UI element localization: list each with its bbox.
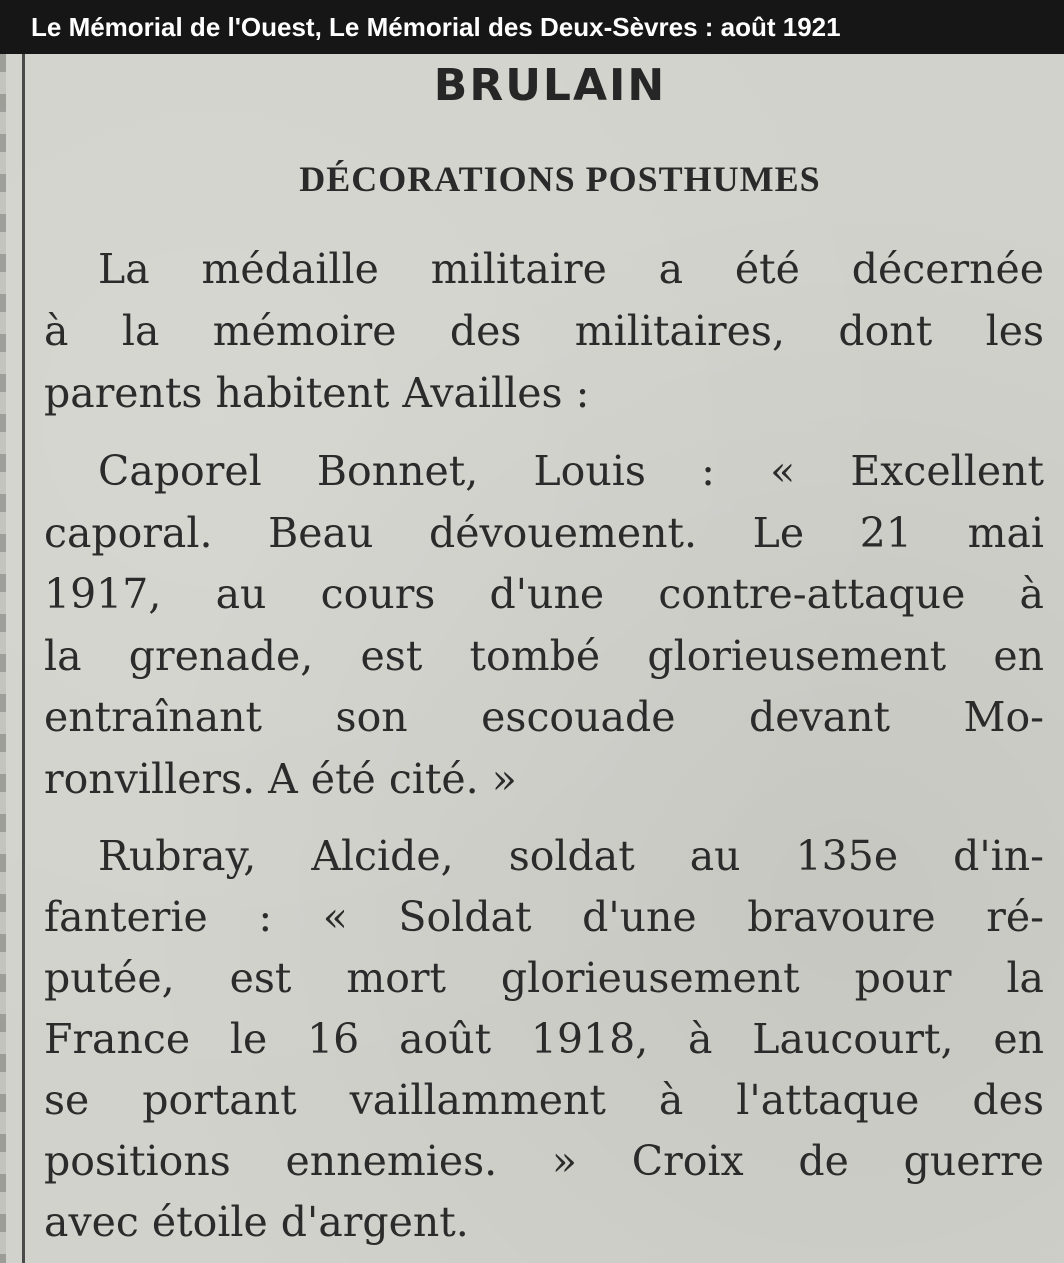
paragraph-3-line: putée, est mort glorieusement pour la [44,954,1044,1002]
article-subtitle: DÉCORATIONS POSTHUMES [299,159,821,199]
paragraph-2-line: caporal. Beau dévouement. Le 21 mai [44,509,1044,557]
column-rule [22,54,25,1263]
paragraph-1-line: La médaille militaire a été décernée [98,245,1044,293]
newspaper-scan [0,54,1064,1263]
paragraph-2-line: ronvillers. A été cité. » [44,755,517,803]
scan-edge [0,54,6,1263]
paragraph-1-line: à la mémoire des militaires, dont les [44,307,1044,355]
paragraph-3-line: fanterie : « Soldat d'une bravoure ré- [44,893,1044,941]
image-caption: Le Mémorial de l'Ouest, Le Mémorial des Deux-Sèvres : août 1921 [0,0,1064,54]
paragraph-3-line: avec étoile d'argent. [44,1198,469,1246]
paragraph-3-line: positions ennemies. » Croix de guerre [44,1137,1044,1185]
paragraph-2-line: la grenade, est tombé glorieusement en [44,632,1044,680]
paragraph-1-line: parents habitent Availles : [44,369,590,417]
paragraph-3-line: France le 16 août 1918, à Laucourt, en [44,1015,1044,1063]
paragraph-3-line: Rubray, Alcide, soldat au 135e d'in- [98,832,1044,880]
paragraph-2-line: 1917, au cours d'une contre-attaque à [44,570,1044,618]
paragraph-3-line: se portant vaillamment à l'attaque des [44,1076,1044,1124]
paragraph-2-line: Caporel Bonnet, Louis : « Excellent [98,447,1044,495]
paragraph-2-line: entraînant son escouade devant Mo- [44,693,1044,741]
article-title: BRULAIN [433,60,667,111]
